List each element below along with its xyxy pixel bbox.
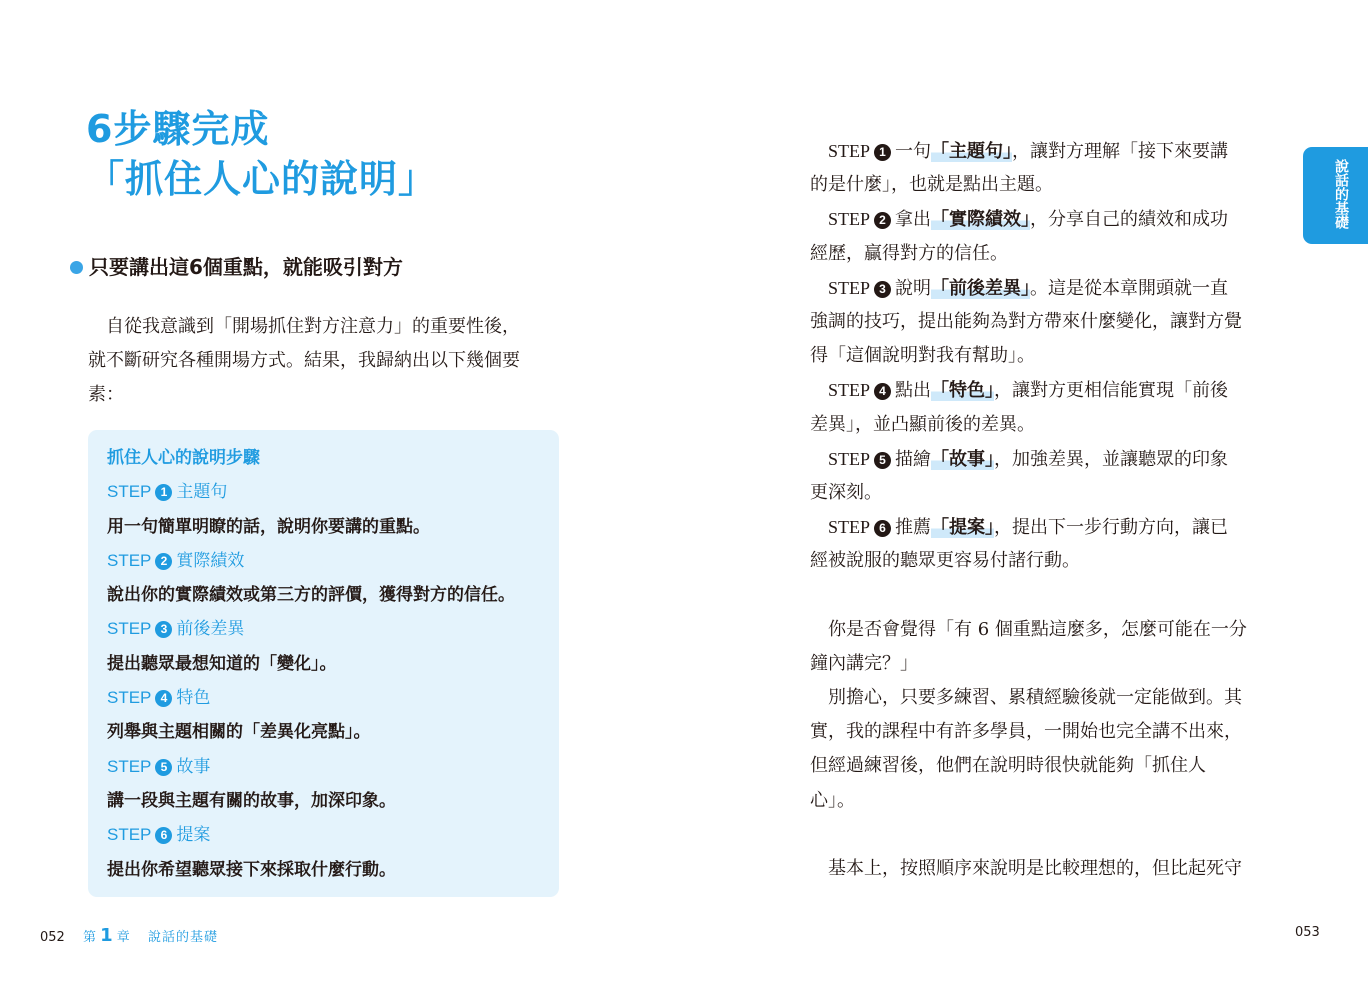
step-word: STEP [828, 448, 871, 469]
section-subheading: 只要講出這6個重點，就能吸引對方 [89, 255, 403, 279]
step-text-line: 差異」，並凸顯前後的差異。 [810, 413, 1035, 435]
box-step-desc: 列舉與主題相關的「差異化亮點」。 [107, 722, 371, 743]
step-number-badge: 5 [874, 452, 891, 469]
step-word: STEP [828, 517, 871, 538]
left-page-footer [40, 925, 218, 946]
side-tab-label: 說話的基礎 [1333, 159, 1349, 229]
step-text-line: 經歷，贏得對方的信任。 [810, 242, 1008, 264]
title-line-2: 「抓住人心的說明」 [86, 157, 438, 201]
step-text-line: 得「這個說明對我有幫助」。 [810, 345, 1035, 367]
bullet-dot-icon [70, 261, 83, 274]
body-line: 心」。 [810, 789, 855, 811]
page-title [86, 104, 437, 204]
box-step-6 [107, 818, 515, 852]
box-step-desc: 提出聽眾最想知道的「變化」。 [107, 653, 337, 674]
step-term: 「提案」 [931, 517, 995, 539]
box-step-1 [107, 475, 515, 509]
step-name: 主題句 [176, 482, 228, 503]
chapter-number: 1 [100, 925, 113, 946]
chapter-prefix: 第 [82, 930, 96, 945]
step-paragraph-1 [810, 134, 1282, 168]
box-step-3 [107, 612, 515, 646]
step-name: 前後差異 [176, 619, 245, 640]
step-text: ，分享自己的績效和成功 [1030, 209, 1229, 231]
intro-line: 自從我意識到「開場抓住對方注意力」的重要性後， [88, 316, 520, 337]
step-verb: 描繪 [895, 448, 932, 470]
step-term: 「主題句」 [931, 141, 1013, 162]
intro-line: 素： [88, 384, 124, 405]
body-line: 基本上，按照順序來說明是比較理想的，但比起死守 [810, 857, 1242, 879]
step-word: STEP [107, 619, 152, 639]
step-term: 「前後差異」 [931, 277, 1031, 299]
chapter-side-tab [1303, 147, 1368, 244]
body-line: 實，我的課程中有許多學員，一開始也完全講不出來， [810, 721, 1242, 743]
step-number-badge: 1 [874, 144, 891, 161]
step-name: 實際績效 [176, 550, 245, 571]
step-term: 「實際績效」 [931, 209, 1031, 231]
step-word: STEP [828, 141, 871, 161]
step-text-line: 更深刻。 [810, 481, 882, 503]
steps-summary-box [88, 430, 559, 897]
step-term: 「特色」 [931, 380, 995, 402]
step-text: ，提出下一步行動方向，讓已 [994, 517, 1229, 539]
step-number-badge: 3 [155, 621, 172, 638]
box-step-5 [107, 750, 515, 784]
step-paragraph-3 [810, 271, 1282, 305]
page-number: 052 [40, 930, 65, 945]
body-line: 別擔心，只要多練習、累積經驗後就一定能做到。其 [810, 687, 1242, 708]
step-word: STEP [107, 482, 152, 502]
step-number-badge: 2 [874, 212, 891, 229]
step-text: ，讓對方理解「接下來要講 [1012, 141, 1229, 162]
title-line-1: 6步驟完成 [86, 107, 270, 151]
step-text-line: 強調的技巧，提出能夠為對方帶來什麼變化，讓對方覺 [810, 310, 1242, 332]
box-step-2 [107, 544, 515, 578]
paragraph-gap [810, 578, 1282, 612]
step-name: 故事 [176, 756, 211, 777]
body-line: 鐘內講完？」 [810, 652, 918, 674]
box-step-desc: 說出你的實際績效或第三方的評價，獲得對方的信任。 [107, 585, 515, 606]
section-label: 說話的基礎 [147, 930, 218, 945]
step-name: 特色 [176, 688, 211, 709]
step-verb: 說明 [895, 277, 932, 299]
step-text: ，讓對方更相信能實現「前後 [994, 380, 1229, 402]
step-word: STEP [828, 209, 871, 230]
box-step-4 [107, 681, 515, 715]
intro-line: 就不斷研究各種開場方式。結果，我歸納出以下幾個要 [88, 350, 520, 371]
step-number-badge: 4 [155, 690, 172, 707]
step-term: 「故事」 [931, 448, 995, 470]
step-paragraph-4 [810, 373, 1282, 407]
chapter-label [82, 925, 130, 946]
step-word: STEP [828, 277, 871, 298]
right-page-body [810, 134, 1282, 886]
step-paragraph-6 [810, 510, 1282, 544]
body-line: 你是否會覺得「有 6 個重點這麼多，怎麼可能在一分 [810, 618, 1247, 640]
step-text: ，加強差異，並讓聽眾的印象 [994, 448, 1229, 470]
step-paragraph-2 [810, 202, 1282, 236]
right-page-number: 053 [1295, 925, 1320, 940]
step-word: STEP [828, 380, 871, 401]
step-word: STEP [107, 688, 152, 708]
box-step-desc: 提出你希望聽眾接下來採取什麼行動。 [107, 859, 396, 880]
step-number-badge: 6 [874, 520, 891, 537]
box-step-desc: 用一句簡單明瞭的話，說明你要講的重點。 [107, 516, 430, 537]
step-verb: 點出 [895, 380, 932, 402]
step-word: STEP [107, 756, 152, 776]
step-number-badge: 4 [874, 383, 891, 400]
box-heading: 抓住人心的說明步驟 [107, 448, 260, 468]
box-step-desc: 講一段與主題有關的故事，加深印象。 [107, 790, 396, 811]
step-text-line: 經被說服的聽眾更容易付諸行動。 [810, 550, 1080, 572]
step-number-badge: 3 [874, 281, 891, 298]
step-text-line: 的是什麼」，也就是點出主題。 [810, 174, 1053, 196]
body-line: 但經過練習後，他們在說明時很快就能夠「抓住人 [810, 755, 1206, 777]
step-text: 。這是從本章開頭就一直 [1030, 277, 1229, 299]
step-word: STEP [107, 550, 152, 570]
step-word: STEP [107, 825, 152, 845]
step-number-badge: 5 [155, 759, 172, 776]
intro-paragraph [88, 310, 566, 412]
step-verb: 推薦 [895, 517, 932, 539]
step-number-badge: 6 [155, 827, 172, 844]
step-name: 提案 [176, 825, 211, 846]
step-verb: 一句 [895, 141, 932, 162]
chapter-suffix: 章 [116, 930, 130, 945]
step-number-badge: 2 [155, 553, 172, 570]
paragraph-gap [810, 818, 1282, 852]
step-number-badge: 1 [155, 484, 172, 501]
step-verb: 拿出 [895, 209, 932, 231]
step-paragraph-5 [810, 442, 1282, 476]
